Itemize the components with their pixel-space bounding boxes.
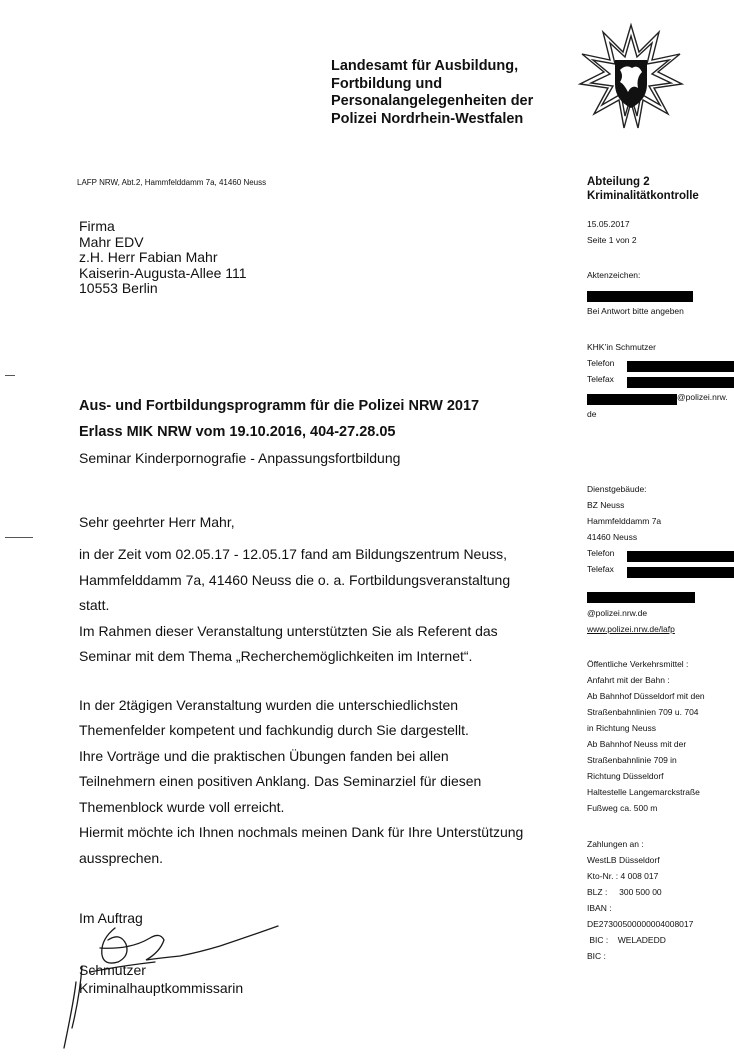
contact-name: KHK’in Schmutzer [587, 342, 656, 352]
body-line: Themenblock wurde voll erreicht. [79, 798, 285, 815]
building-line: 41460 Neuss [587, 532, 638, 542]
bank-line: WestLB Düsseldorf [587, 855, 660, 865]
body-line: Themenfelder kompetent und fachkundig durch Sie dargestellt. [79, 722, 469, 738]
body-line: In der 2tägigen Veranstaltung wurden die unterschiedlichsten [79, 696, 459, 713]
department-heading [587, 175, 734, 203]
telefax-label: Telefax [587, 374, 614, 384]
bank-line: IBAN : [587, 903, 612, 913]
verkehr-line: Richtung Düsseldorf [587, 771, 664, 781]
contact-email-suffix-2: de [587, 409, 597, 419]
building-line: Hammfelddamm 7a [587, 516, 662, 526]
zahlungen-label: Zahlungen an : [587, 839, 644, 849]
authority-line: Personalangelegenheiten der [331, 93, 534, 109]
antwort-note: Bei Antwort bitte angeben [587, 306, 684, 316]
body-line: Hammfelddamm 7a, 41460 Neuss die o. a. Fortbildungsveranstaltung [79, 571, 511, 588]
bank-line: BLZ : 300 500 00 [587, 887, 662, 897]
website-link[interactable]: www.polizei.nrw.de/lafp [587, 624, 675, 634]
redaction-bar [587, 291, 693, 302]
authority-line: Landesamt für Ausbildung, [331, 58, 519, 74]
building-line: BZ Neuss [587, 500, 625, 510]
signatory-name: Schmutzer [79, 962, 146, 978]
authority-line: Polizei Nordrhein-Westfalen [331, 110, 524, 127]
contact-email-suffix: @polizei.nrw. [677, 392, 728, 402]
subject-block [79, 393, 579, 471]
building-telefax-label: Telefax [587, 564, 614, 574]
paragraph [79, 542, 579, 670]
verkehr-line: Ab Bahnhof Düsseldorf mit den [587, 691, 705, 701]
page-count: Seite 1 von 2 [587, 235, 637, 245]
recipient-line: z.H. Herr Fabian Mahr [79, 249, 218, 265]
sender-address-line: LAFP NRW, Abt.2, Hammfelddamm 7a, 41460 Neuss [77, 178, 267, 187]
body-line: Ihre Vorträge und die praktischen Übungen fanden bei allen [79, 747, 449, 764]
redaction-bar [627, 567, 734, 578]
signatory-title: Kriminalhauptkommissarin [79, 980, 244, 996]
redaction-bar [627, 551, 734, 562]
building-email: @polizei.nrw.de [587, 608, 648, 618]
verkehr-line: Ab Bahnhof Neuss mit der [587, 739, 687, 749]
paragraph [79, 693, 579, 872]
building-telefon-label: Telefon [587, 548, 615, 558]
authority-name [331, 58, 571, 128]
verkehr-line: in Richtung Neuss [587, 723, 656, 733]
body-line: Im Rahmen dieser Veranstaltung unterstützten Sie als Referent das [79, 622, 498, 639]
subject-reference: Erlass MIK NRW vom 19.10.2016, 404-27.28.05 [79, 424, 396, 440]
authority-line: Fortbildung und [331, 75, 443, 92]
recipient-line: Mahr EDV [79, 233, 144, 250]
redaction-bar [627, 377, 734, 388]
fold-mark [5, 375, 15, 376]
body-line: in der Zeit vom 02.05.17 - 12.05.17 fand am Bildungszentrum Neuss, [79, 546, 508, 562]
subject-seminar: Seminar Kinderpornografie - Anpassungsfortbildung [79, 450, 401, 466]
body-line: aussprechen. [79, 849, 164, 866]
salutation: Sehr geehrter Herr Mahr, [79, 514, 235, 530]
verkehr-line: Anfahrt mit der Bahn : [587, 675, 670, 685]
body-line: Seminar mit dem Thema „Recherchemöglichkeiten im Internet“. [79, 648, 473, 664]
recipient-line: Firma [79, 218, 115, 234]
recipient-address [79, 219, 247, 297]
bank-line: BIC : [587, 951, 606, 961]
subject-title: Aus- und Fortbildungsprogramm für die Polizei NRW 2017 [79, 398, 480, 414]
verkehr-line: Straßenbahnlinie 709 in [587, 755, 677, 765]
body-line: Teilnehmern einen positiven Anklang. Das Seminarziel für diesen [79, 773, 482, 789]
department-line: Abteilung 2 [587, 176, 650, 188]
letter-date: 15.05.2017 [587, 219, 630, 229]
im-auftrag-text: Im Auftrag [79, 910, 143, 926]
verkehr-line: Haltestelle Langemarckstraße [587, 787, 700, 797]
redaction-bar [587, 394, 677, 405]
department-line: Kriminalitätkontrolle [587, 190, 699, 202]
bank-line: BIC : WELADEDD [587, 935, 666, 945]
telefon-label: Telefon [587, 358, 615, 368]
recipient-line: Kaiserin-Augusta-Allee 111 [79, 264, 247, 281]
verkehr-label: Öffentliche Verkehrsmittel : [587, 659, 689, 669]
body-line: statt. [79, 597, 110, 613]
fold-mark [5, 537, 33, 538]
dienstgebaeude-label: Dienstgebäude: [587, 484, 647, 494]
recipient-line: 10553 Berlin [79, 280, 158, 296]
body-line: Hiermit möchte ich Ihnen nochmals meinen Dank für Ihre Unterstützung [79, 824, 524, 840]
verkehr-line: Straßenbahnlinien 709 u. 704 [587, 707, 699, 717]
bank-line: DE27300500000004008017 [587, 919, 694, 929]
aktenzeichen-label: Aktenzeichen: [587, 270, 641, 280]
verkehr-line: Fußweg ca. 500 m [587, 803, 658, 813]
letter-body [79, 511, 579, 871]
bank-line: Kto-Nr. : 4 008 017 [587, 871, 659, 881]
redaction-bar [627, 361, 734, 372]
redaction-bar [587, 592, 695, 603]
police-star-emblem [576, 22, 686, 132]
